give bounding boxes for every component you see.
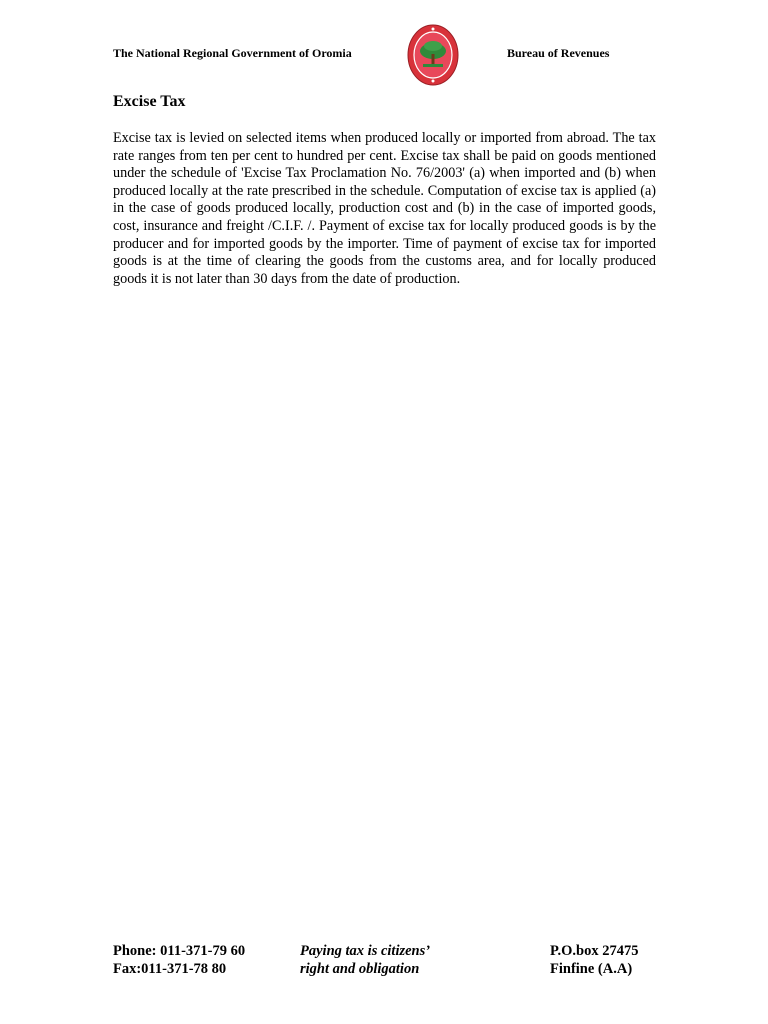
footer-phone: Phone: 011-371-79 60: [113, 943, 246, 959]
section-body: Excise tax is levied on selected items when produced locally or imported from abroad. The tax rate ranges from ten per cent to hundred per cent. Excise tax shall be paid on goods mentioned under the schedule of 'Excise Tax Proclamation No. 76/2003' (a) when imported and (b) when produced locally at the rate prescribed in the schedule. Computation of excise tax is applied (a) in the case of goods produced locally, production cost and (b) in the case of imported goods, cost, insurance and freight /C.I.F. /. Payment of excise tax for locally produced goods is by the producer and for imported goods by the importer. Time of payment of excise tax for imported goods is at the time of clearing the goods from the customs area, and for locally produced goods it is not later than 30 days from the date of production.: [113, 130, 656, 287]
footer-address: [550, 942, 639, 978]
footer-contact: [113, 942, 245, 978]
section-title: Excise Tax: [113, 93, 186, 110]
footer-fax: Fax:011-371-78 80: [113, 961, 227, 977]
footer-slogan: [300, 942, 430, 978]
footer-pobox: P.O.box 27475: [550, 943, 639, 959]
oromia-emblem-icon: [407, 24, 459, 86]
footer-slogan-line2: right and obligation: [300, 961, 420, 977]
header-organization: The National Regional Government of Oromia: [113, 46, 352, 60]
header-bureau: Bureau of Revenues: [507, 46, 610, 60]
footer-slogan-line1: Paying tax is citizens’: [300, 943, 431, 959]
footer-city: Finfine (A.A): [550, 961, 633, 977]
